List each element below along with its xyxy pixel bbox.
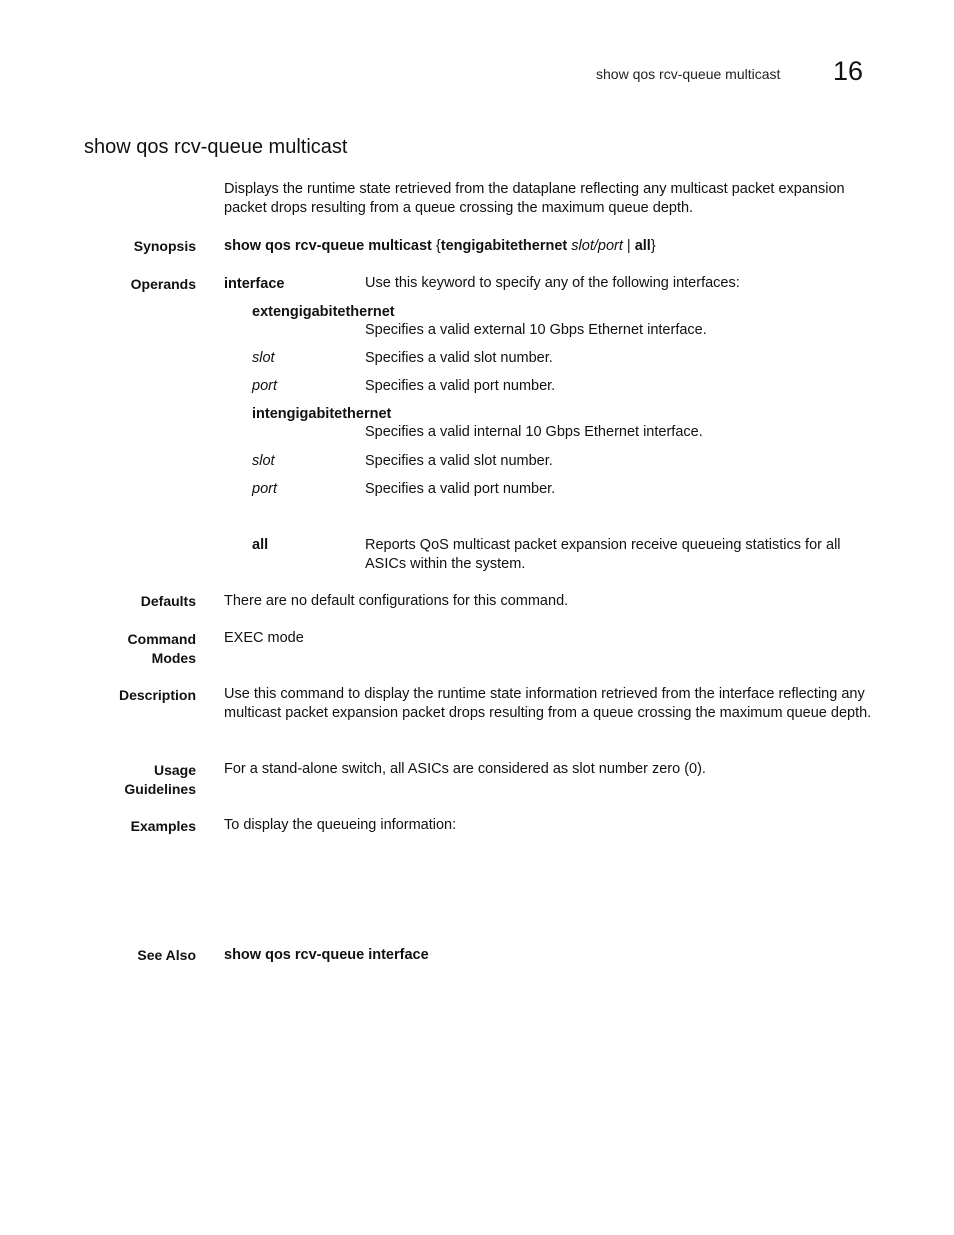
description-text: Use this command to display the runtime state information retrieved from the interface reflecting any multicast packet expansion packet drops resulting from a queue crossing the maximum queue depth. (224, 686, 872, 721)
operand-int-slot: slot (252, 453, 275, 469)
see-also-link[interactable]: show qos rcv-queue interface (224, 947, 429, 963)
chapter-number: 16 (833, 56, 864, 86)
synopsis-brace-open: { (435, 238, 441, 254)
label-examples: Examples (130, 818, 196, 834)
synopsis-keyword-all: all (634, 238, 651, 254)
label-modes: Modes (151, 650, 196, 666)
label-command: Command (127, 631, 196, 647)
examples-text: To display the queueing information: (224, 817, 457, 833)
label-defaults: Defaults (140, 593, 196, 609)
label-guidelines: Guidelines (124, 781, 196, 797)
operand-ext-slot-desc: Specifies a valid slot number. (365, 350, 553, 366)
operand-ext-desc: Specifies a valid external 10 Gbps Ethernet interface. (365, 322, 707, 338)
operand-extengigabitethernet: extengigabitethernet (252, 304, 395, 320)
label-usage: Usage (153, 762, 196, 778)
label-synopsis: Synopsis (133, 238, 196, 254)
operand-ext-port-desc: Specifies a valid port number. (365, 378, 556, 394)
running-header-title: show qos rcv-queue multicast (596, 66, 781, 82)
synopsis-command: show qos rcv-queue multicast (224, 238, 432, 254)
label-see-also: See Also (137, 947, 196, 963)
synopsis-brace-close: } (650, 238, 656, 254)
operand-interface: interface (224, 276, 285, 292)
operand-intengigabitethernet: intengigabitethernet (252, 406, 392, 422)
synopsis-arg-slot-port: slot/port (571, 238, 623, 254)
synopsis-pipe: | (626, 238, 631, 254)
label-operands: Operands (130, 276, 196, 292)
operand-int-port-desc: Specifies a valid port number. (365, 481, 556, 497)
operand-int-slot-desc: Specifies a valid slot number. (365, 453, 553, 469)
operand-int-port: port (252, 481, 277, 497)
operand-ext-slot: slot (252, 350, 275, 366)
operand-ext-port: port (252, 378, 277, 394)
synopsis-keyword-tengig: tengigabitethernet (440, 238, 568, 254)
intro-paragraph: Displays the runtime state retrieved from the dataplane reflecting any multicast packet expansion packet drops resulting from a queue crossing the maximum queue depth. (224, 181, 845, 216)
operand-all: all (252, 537, 269, 553)
operand-interface-desc: Use this keyword to specify any of the following interfaces: (365, 275, 740, 291)
operand-all-desc: Reports QoS multicast packet expansion receive queueing statistics for all ASICs within the system. (365, 537, 841, 572)
label-description: Description (118, 687, 196, 703)
page-title: show qos rcv-queue multicast (84, 136, 348, 158)
defaults-text: There are no default configurations for this command. (224, 593, 569, 609)
operand-int-desc: Specifies a valid internal 10 Gbps Ethernet interface. (365, 424, 703, 440)
synopsis-line (224, 237, 874, 256)
command-modes-text: EXEC mode (224, 630, 304, 646)
usage-text: For a stand-alone switch, all ASICs are considered as slot number zero (0). (224, 761, 706, 777)
